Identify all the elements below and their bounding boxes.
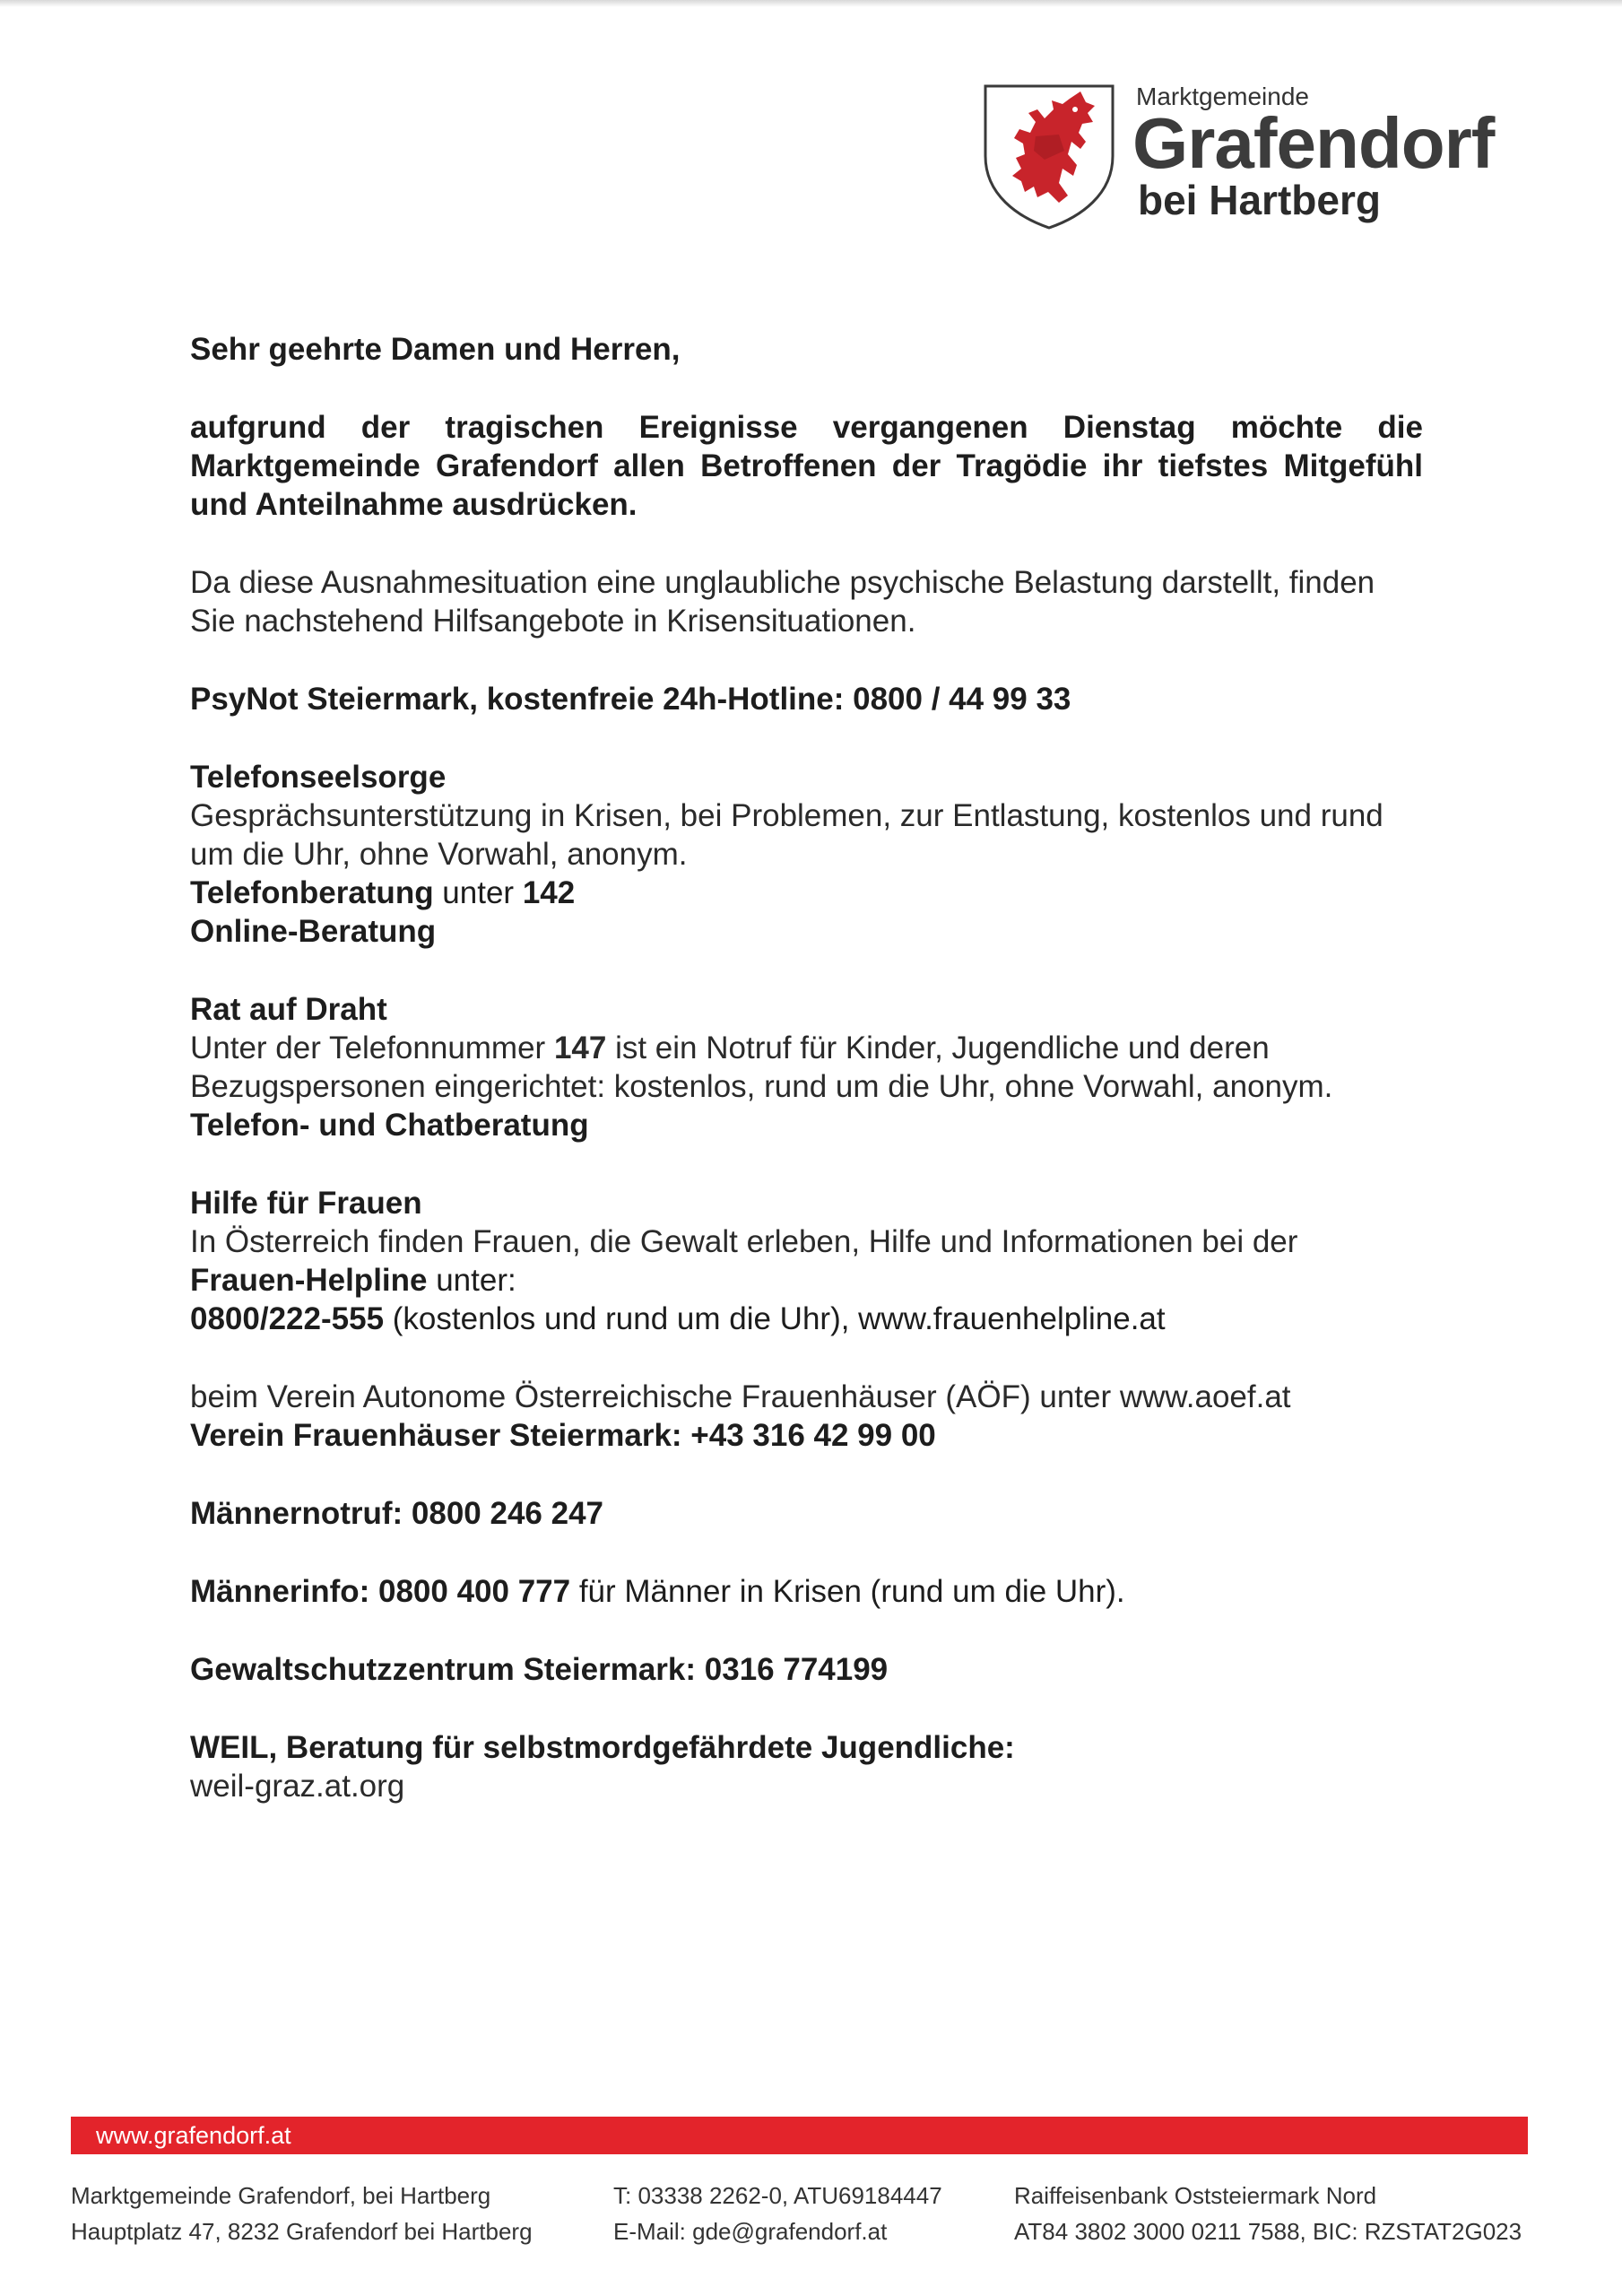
psynot-hotline: PsyNot Steiermark, kostenfreie 24h-Hotline: 0800 / 44 99 33 xyxy=(190,682,1071,717)
gewaltschutzzentrum: Gewaltschutzzentrum Steiermark: 0316 774199 xyxy=(190,1652,889,1687)
telefonseelsorge-title: Telefonseelsorge xyxy=(190,760,447,795)
footer-address: Marktgemeinde Grafendorf, bei Hartberg Hauptplatz 47, 8232 Grafendorf bei Hartberg xyxy=(71,2182,533,2245)
telefonseelsorge-online: Online-Beratung xyxy=(190,914,437,949)
telefonseelsorge-phone: Telefonberatung unter 142 xyxy=(190,875,576,910)
frauen-desc: In Österreich finden Frauen, die Gewalt erleben, Hilfe und Informationen bei der xyxy=(190,1224,1298,1259)
frauen-number: 0800/222-555 (kostenlos und rund um die Uhr), www.frauenhelpline.at xyxy=(190,1301,1166,1336)
scan-edge xyxy=(0,0,1622,7)
intro-paragraph: aufgrund der tragischen Ereignisse vergangenen Dienstag möchte die Marktgemeinde Grafendorf allen Betroffenen der Tragödie ihr tiefstes Mitgefühl und Anteilnahme ausdrücken. xyxy=(190,410,1423,522)
letter-body xyxy=(190,330,1423,1805)
letterhead-logo xyxy=(982,83,1565,235)
rat-auf-draht-title: Rat auf Draht xyxy=(190,992,387,1027)
weil-url: weil-graz.at.org xyxy=(190,1769,405,1804)
footer-contact: T: 03338 2262-0, ATU69184447 E-Mail: gde@grafendorf.at xyxy=(613,2182,942,2245)
coat-of-arms-icon xyxy=(982,83,1116,230)
frauen-title: Hilfe für Frauen xyxy=(190,1186,422,1221)
footer-bank: Raiffeisenbank Oststeiermark Nord AT84 3802 3000 0211 7588, BIC: RZSTAT2G023 xyxy=(1014,2182,1522,2245)
maennerinfo: Männerinfo: 0800 400 777 für Männer in Krisen (rund um die Uhr). xyxy=(190,1574,1125,1609)
footer-website: www.grafendorf.at xyxy=(96,2122,291,2149)
brand-prefix: Marktgemeinde xyxy=(1136,83,1309,110)
brand-subtitle: bei Hartberg xyxy=(1138,177,1381,223)
aoef-line: beim Verein Autonome Österreichische Frauenhäuser (AÖF) unter www.aoef.at xyxy=(190,1379,1291,1414)
frauen-helpline: Frauen-Helpline unter: xyxy=(190,1263,516,1298)
salutation: Sehr geehrte Damen und Herren, xyxy=(190,332,681,367)
rat-auf-draht-chat: Telefon- und Chatberatung xyxy=(190,1108,589,1143)
footer-bar xyxy=(71,2117,1528,2154)
context-paragraph: Da diese Ausnahmesituation eine unglaubliche psychische Belastung darstellt, finden Sie nachstehend Hilfsangebote in Krisensituationen. xyxy=(190,565,1375,639)
telefonseelsorge-desc: Gesprächsunterstützung in Krisen, bei Problemen, zur Entlastung, kostenlos und rund um die Uhr, ohne Vorwahl, anonym. xyxy=(190,798,1383,872)
rat-auf-draht-desc: Unter der Telefonnummer 147 ist ein Notruf für Kinder, Jugendliche und deren Bezugspersonen eingerichtet: kostenlos, rund um die Uhr, ohne Vorwahl, anonym. xyxy=(190,1031,1333,1104)
maennernotruf: Männernotruf: 0800 246 247 xyxy=(190,1496,604,1531)
frauenhaeuser-steiermark: Verein Frauenhäuser Steiermark: +43 316 42 99 00 xyxy=(190,1418,936,1453)
weil-title: WEIL, Beratung für selbstmordgefährdete Jugendliche: xyxy=(190,1730,1015,1765)
brand-name: Grafendorf xyxy=(1132,103,1495,183)
